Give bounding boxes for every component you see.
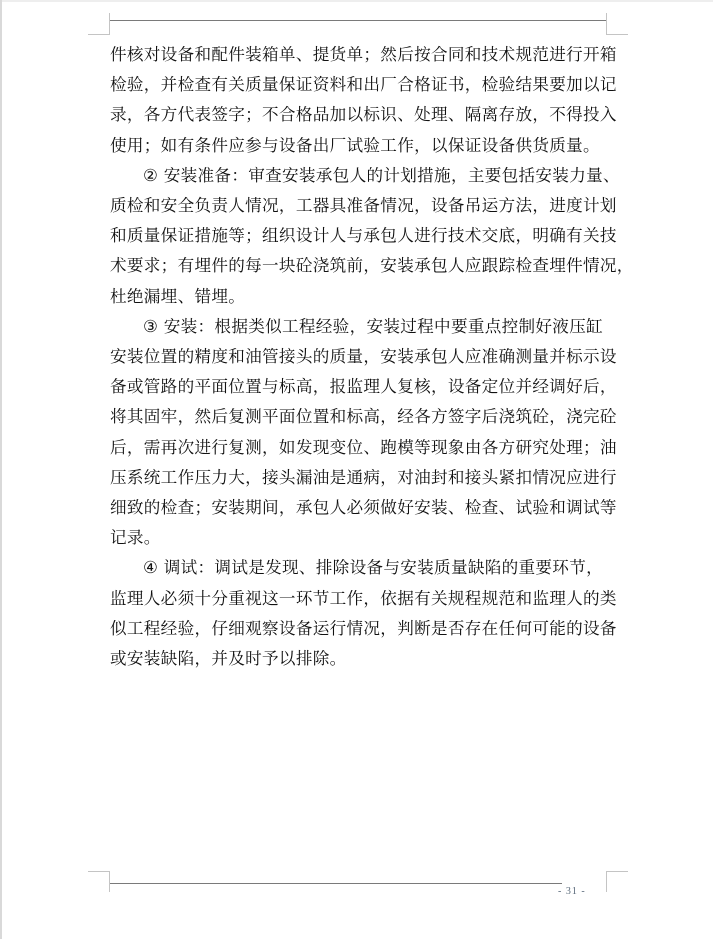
text-line: ③ 安装：根据类似工程经验，安装过程中要重点控制好液压缸 [143, 316, 603, 336]
page-number: - 31 - [558, 886, 586, 897]
text-line: 后，需再次进行复测，如发现变位、跑模等现象由各方研究处理；油 [110, 437, 617, 457]
crop-mark-bottom-right-vertical [606, 871, 607, 892]
crop-mark-top-left-horizontal [88, 34, 110, 35]
text-line: 安装位置的精度和油管接头的质量，安装承包人应准确测量并标示设 [110, 347, 617, 367]
text-line: 杜绝漏埋、错埋。 [110, 286, 246, 306]
text-line: 质检和安全负责人情况，工器具准备情况，设备吊运方法，进度计划 [110, 196, 617, 216]
viewport-left-edge [0, 0, 2, 939]
crop-mark-top-right-vertical [606, 13, 607, 34]
crop-mark-top-left-vertical [109, 13, 110, 34]
document-body [110, 40, 634, 674]
text-line: 压系统工作压力大，接头漏油是通病，对油封和接头紧扣情况应进行 [110, 467, 617, 487]
paragraph-1 [110, 40, 617, 161]
crop-mark-top-right-horizontal [606, 34, 628, 35]
text-line: 记录。 [110, 528, 161, 548]
text-line: 似工程经验，仔细观察设备运行情况，判断是否存在任何可能的设备 [110, 618, 617, 638]
text-line: ④ 调试：调试是发现、排除设备与安装质量缺陷的重要环节， [143, 558, 603, 578]
paragraph-4-commissioning [110, 553, 617, 674]
text-line: 件核对设备和配件装箱单、提货单；然后按合同和技术规范进行开箱 [110, 45, 617, 64]
paragraph-2-install-preparation [110, 161, 634, 312]
text-line: 细致的检查；安装期间，承包人必须做好安装、检查、试验和调试等 [110, 498, 617, 518]
header-rule [110, 20, 606, 21]
text-line: 录，各方代表签字；不合格品加以标识、处理、隔离存放，不得投入 [110, 105, 617, 125]
crop-mark-bottom-right-horizontal [606, 871, 628, 872]
text-line: 术要求；有埋件的每一块砼浇筑前，安装承包人应跟踪检查埋件情况， [110, 256, 634, 276]
paragraph-3-installation [110, 312, 617, 554]
text-line: 或安装缺陷，并及时予以排除。 [110, 649, 347, 669]
text-line: 和质量保证措施等；组织设计人与承包人进行技术交底，明确有关技 [110, 226, 617, 246]
footer-rule [110, 883, 562, 884]
text-line: 使用；如有条件应参与设备出厂试验工作，以保证设备供货质量。 [110, 135, 600, 155]
crop-mark-bottom-left-horizontal [88, 871, 110, 872]
text-line: 检验，并检查有关质量保证资料和出厂合格证书，检验结果要加以记 [110, 75, 617, 95]
viewport-top-edge [0, 0, 713, 2]
crop-mark-bottom-left-vertical [109, 871, 110, 892]
text-line: 监理人必须十分重视这一环节工作，依据有关规程规范和监理人的类 [110, 588, 617, 608]
text-line: 将其固牢，然后复测平面位置和标高，经各方签字后浇筑砼，浇完砼 [110, 407, 617, 427]
text-line: 备或管路的平面位置与标高，报监理人复核，设备定位并经调好后， [110, 377, 617, 397]
text-line: ② 安装准备：审查安装承包人的计划措施，主要包括安装力量、 [143, 165, 620, 185]
